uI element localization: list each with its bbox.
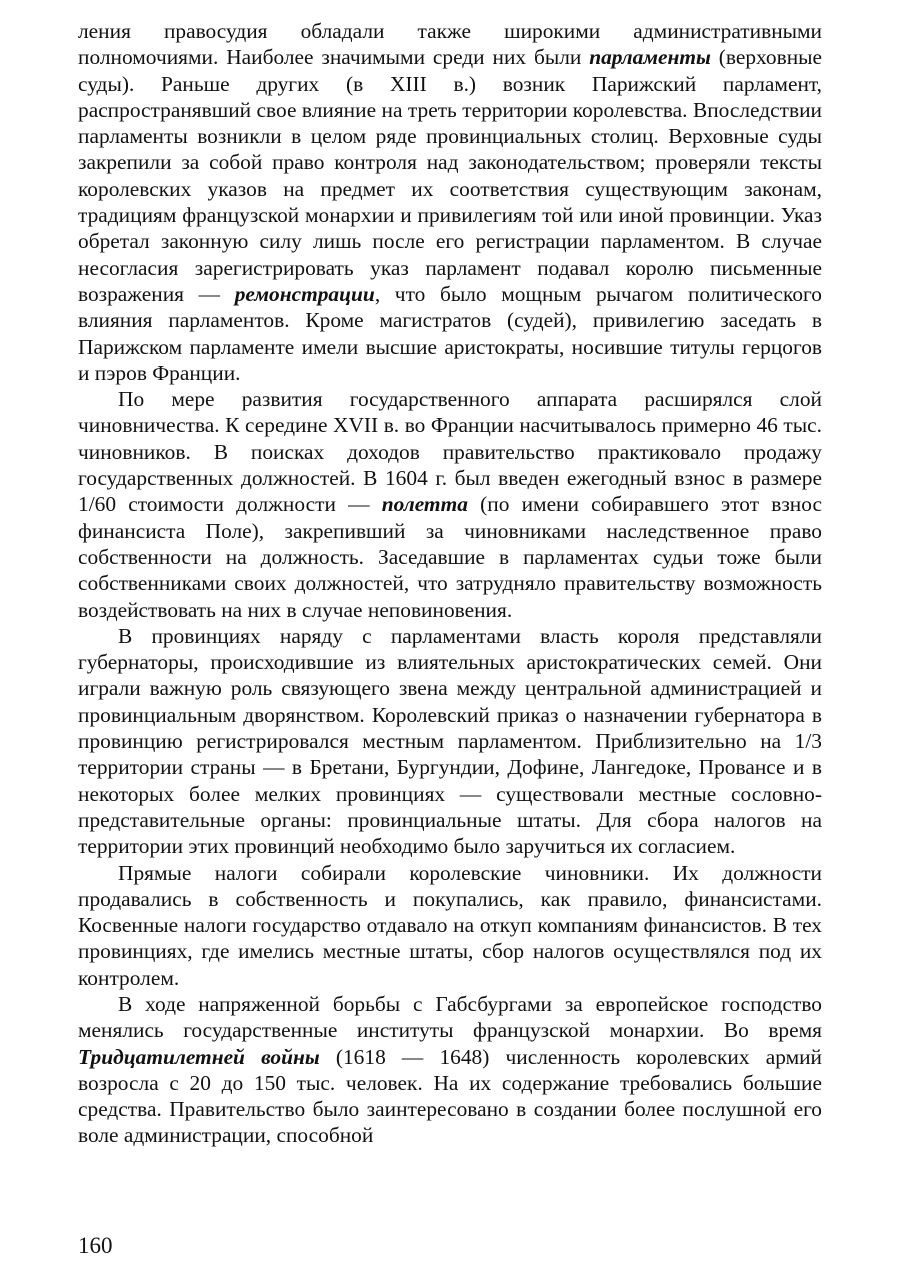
text-run: , что было мощным рычагом политического влияния парламентов. Кроме магистратов (судей), привилегию заседать в Парижском парламенте имели высшие аристократы, носившие титулы герцогов и пэров Франции. bbox=[78, 281, 822, 385]
text-run: (по имени собиравшего этот взнос финансиста Поле), закрепивший за чиновниками наследственное право собственности на должность. Заседавшие в парламентах судьи тоже были собственниками своих должностей, что затрудняло правительству возможность воздействовать на них в случае неповиновения. bbox=[78, 492, 822, 622]
paragraph bbox=[78, 623, 822, 860]
italic-term: ремонстрации bbox=[234, 281, 375, 306]
page-body bbox=[78, 18, 822, 1149]
paragraph bbox=[78, 386, 822, 623]
text-run: По мере развития государственного аппарата расширялся слой чиновничества. К середине XVII в. во Франции насчитывалось примерно 46 тыс. чиновников. В поисках доходов правительство практиковало продажу государственных должностей. В 1604 г. был введен ежегодный взнос в размере 1/60 стоимости должности — bbox=[78, 387, 822, 517]
italic-term: полетта bbox=[381, 492, 468, 517]
paragraph bbox=[78, 860, 822, 991]
paragraph bbox=[78, 991, 822, 1149]
italic-term: Тридцатилетней войны bbox=[78, 1044, 320, 1069]
text-run: (1618 — 1648) численность королевских армий возросла с 20 до 150 тыс. человек. На их содержание требовались большие средства. Правительство было заинтересовано в создании более послушной его воле администрации, способной bbox=[78, 1044, 823, 1148]
text-run: В ходе напряженной борьбы с Габсбургами за европейское господство менялись государственные институты французской монархии. Во время bbox=[78, 991, 822, 1043]
text-run: ления правосудия обладали также широкими административными полномочиями. Наиболее значимыми среди них были bbox=[78, 19, 822, 70]
paragraph bbox=[78, 18, 822, 386]
text-run: (верховные суды). Раньше других (в XIII в.) возник Парижский парламент, распространявший свое влияние на треть территории королевства. Впоследствии парламенты возникли в целом ряде провинциальных столиц. Верховные суды закрепили за собой право контроля над законодательством; проверяли тексты королевских указов на предмет их соответствия существующим законам, традициям французской монархии и привилегиям той или иной провинции. Указ обретал законную силу лишь после его регистрации парламентом. В случае несогласия зарегистрировать указ парламент подавал королю письменные возражения — bbox=[78, 45, 823, 306]
text-run: Прямые налоги собирали королевские чиновники. Их должности продавались в собственность и покупались, как правило, финансистами. Косвенные налоги государство отдавало на откуп компаниям финансистов. В тех провинциях, где имелись местные штаты, сбор налогов осуществлялся под их контролем. bbox=[78, 860, 822, 990]
page-number: 160 bbox=[78, 1233, 113, 1258]
text-run: В провинциях наряду с парламентами власть короля представляли губернаторы, происходившие из влиятельных аристократических семей. Они играли важную роль связующего звена между центральной администрацией и провинциальным дворянством. Королевский приказ о назначении губернатора в провинцию регистрировался местным парламентом. Приблизительно на 1/3 территории страны — в Бретани, Бургундии, Дофине, Лангедоке, Провансе и в некоторых более мелких провинциях — существовали местные сословно-представительные органы: провинциальные штаты. Для сбора налогов на территории этих провинций необходимо было заручиться их согласием. bbox=[78, 623, 822, 859]
italic-term: парламенты bbox=[589, 45, 711, 70]
